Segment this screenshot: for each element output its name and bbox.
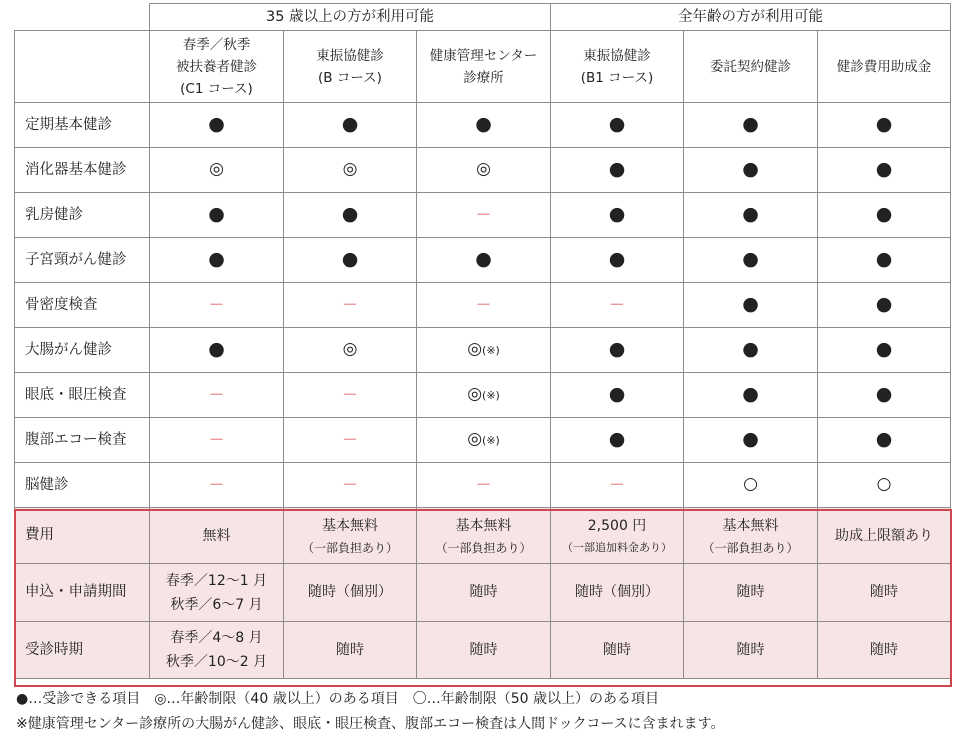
availability-cell — [818, 418, 951, 463]
fee-main: 基本無料 — [455, 517, 512, 534]
column-header-line: (B1 コース) — [580, 69, 654, 86]
availability-cell — [818, 103, 951, 148]
available-mark: ● — [875, 292, 893, 315]
item-row — [15, 283, 951, 328]
fee-cell — [417, 508, 551, 564]
available-mark: ● — [608, 112, 626, 135]
fee-cell — [684, 508, 818, 564]
item-label: 定期基本健診 — [15, 103, 150, 148]
column-header — [818, 31, 951, 103]
not-available-mark: － — [208, 429, 225, 449]
availability-cell — [284, 418, 417, 463]
availability-cell — [551, 328, 684, 373]
availability-cell — [284, 238, 417, 283]
application-period-cell: 随時（個別） — [284, 564, 417, 622]
footnote: ※健康管理センター診療所の大腸がん健診、眼底・眼圧検査、腹部エコー検査は人間ドックコースに含まれます。 — [16, 716, 725, 732]
age40-mark: ◎ — [467, 429, 483, 449]
column-header-line: 健診費用助成金 — [836, 58, 932, 75]
fee-main: 無料 — [202, 527, 231, 544]
item-row — [15, 373, 951, 418]
item-row — [15, 328, 951, 373]
fee-sub: （一部追加料金あり） — [562, 540, 673, 554]
visit-period-label: 受診時期 — [15, 622, 150, 679]
availability-cell — [284, 193, 417, 238]
item-label: 消化器基本健診 — [15, 148, 150, 193]
fee-cell — [284, 508, 417, 564]
fee-row — [15, 508, 951, 564]
availability-cell — [150, 283, 284, 328]
availability-cell — [417, 373, 551, 418]
item-row — [15, 238, 951, 283]
available-mark: ● — [608, 247, 626, 270]
available-mark: ● — [742, 112, 759, 135]
availability-cell — [818, 193, 951, 238]
availability-cell — [150, 148, 284, 193]
not-available-mark: － — [208, 294, 225, 314]
available-mark: ● — [875, 247, 893, 270]
column-header-line: (B コース) — [318, 69, 382, 86]
age40-mark: ◎ — [476, 159, 491, 179]
column-header — [150, 31, 284, 103]
availability-cell — [417, 418, 551, 463]
availability-cell — [551, 373, 684, 418]
availability-cell — [150, 238, 284, 283]
availability-cell — [551, 238, 684, 283]
available-mark: ● — [875, 157, 893, 180]
column-header-line: 被扶養者健診 — [176, 58, 257, 75]
application-period-c1-cell — [150, 564, 284, 622]
availability-cell — [818, 283, 951, 328]
age50-mark: ○ — [876, 474, 892, 494]
available-mark: ● — [475, 247, 492, 270]
item-label: 大腸がん健診 — [15, 328, 150, 373]
visit-period-c1-cell — [150, 622, 284, 679]
item-row — [15, 463, 951, 508]
fee-cell — [150, 508, 284, 564]
age40-mark: ◎ — [342, 339, 358, 359]
availability-cell — [417, 283, 551, 328]
availability-cell — [417, 238, 551, 283]
application-period-row — [15, 564, 951, 622]
available-mark: ● — [875, 382, 893, 405]
exam-table — [14, 3, 951, 679]
column-header-line: (C1 コース) — [180, 80, 253, 97]
availability-cell — [284, 283, 417, 328]
footnote-mark: (※) — [482, 389, 500, 402]
available-mark: ● — [875, 202, 893, 225]
available-mark: ● — [475, 112, 492, 135]
not-available-mark: － — [341, 474, 358, 494]
not-available-mark: － — [208, 474, 225, 494]
not-available-mark: － — [341, 429, 358, 449]
available-mark: ● — [341, 247, 359, 270]
availability-cell — [150, 463, 284, 508]
not-available-mark: － — [208, 384, 225, 404]
availability-cell — [150, 418, 284, 463]
available-mark: ● — [608, 157, 626, 180]
available-mark: ● — [208, 247, 225, 270]
column-header-line: 健康管理センター — [429, 47, 538, 64]
availability-cell — [551, 148, 684, 193]
availability-cell — [150, 103, 284, 148]
footnote-mark: (※) — [482, 434, 500, 447]
group-header-all-ages: 全年齢の方が利用可能 — [551, 4, 951, 31]
fee-cell — [818, 508, 951, 564]
column-header-line: 春季／秋季 — [182, 36, 251, 53]
item-row — [15, 103, 951, 148]
group-header-35plus: 35 歳以上の方が利用可能 — [150, 4, 551, 31]
fee-sub: （一部負担あり） — [301, 540, 398, 555]
available-mark: ● — [742, 157, 759, 180]
availability-cell — [551, 418, 684, 463]
column-header-line: 東振協健診 — [316, 47, 384, 64]
column-header — [284, 31, 417, 103]
column-header — [551, 31, 684, 103]
application-period-label: 申込・申請期間 — [15, 564, 150, 622]
availability-cell — [284, 148, 417, 193]
available-mark: ● — [608, 382, 626, 405]
available-mark: ● — [875, 112, 893, 135]
availability-cell — [818, 373, 951, 418]
availability-cell — [684, 418, 818, 463]
availability-cell — [818, 463, 951, 508]
availability-cell — [818, 238, 951, 283]
availability-cell — [150, 193, 284, 238]
not-available-mark: － — [609, 294, 626, 314]
available-mark: ● — [742, 427, 759, 450]
availability-cell — [150, 373, 284, 418]
fee-main: 基本無料 — [722, 517, 779, 534]
availability-cell — [684, 148, 818, 193]
fee-main: 助成上限額あり — [835, 527, 934, 544]
availability-cell — [684, 238, 818, 283]
availability-cell — [818, 148, 951, 193]
item-label: 骨密度検査 — [15, 283, 150, 328]
fee-label: 費用 — [15, 508, 150, 564]
fee-main: 2,500 円 — [587, 517, 647, 534]
available-mark: ● — [341, 112, 359, 135]
not-available-mark: － — [341, 294, 358, 314]
item-row — [15, 193, 951, 238]
available-mark: ● — [742, 202, 759, 225]
column-header-line: 診療所 — [463, 69, 504, 86]
application-period-cell: 随時 — [417, 564, 551, 622]
column-header — [684, 31, 818, 103]
item-label: 脳健診 — [15, 463, 150, 508]
availability-cell — [417, 463, 551, 508]
column-header-line: 東振協健診 — [583, 47, 651, 64]
availability-cell — [684, 373, 818, 418]
available-mark: ● — [875, 337, 893, 360]
corner-cell — [15, 4, 150, 31]
application-period-cell: 随時 — [684, 564, 818, 622]
availability-cell — [684, 463, 818, 508]
visit-period-cell: 随時 — [818, 622, 951, 679]
availability-cell — [284, 328, 417, 373]
available-mark: ● — [341, 202, 359, 225]
item-label: 腹部エコー検査 — [15, 418, 150, 463]
availability-cell — [417, 193, 551, 238]
availability-cell — [684, 193, 818, 238]
available-mark: ● — [742, 292, 759, 315]
available-mark: ● — [742, 382, 759, 405]
availability-cell — [818, 328, 951, 373]
application-period-cell: 随時（個別） — [551, 564, 684, 622]
availability-cell — [150, 328, 284, 373]
footnote-mark: (※) — [482, 344, 500, 357]
available-mark: ● — [875, 427, 893, 450]
not-available-mark: － — [475, 294, 492, 314]
fee-main: 基本無料 — [322, 517, 378, 534]
fee-sub: （一部負担あり） — [702, 540, 799, 555]
item-row — [15, 148, 951, 193]
not-available-mark: － — [609, 474, 626, 494]
item-label: 子宮頸がん健診 — [15, 238, 150, 283]
availability-cell — [417, 328, 551, 373]
age40-mark: ◎ — [209, 159, 224, 179]
availability-cell — [551, 193, 684, 238]
not-available-mark: － — [341, 384, 358, 404]
visit-period-season: 秋季／10～2 月 — [165, 654, 268, 670]
legend: ●…受診できる項目 ◎…年齢制限（40 歳以上）のある項目 〇…年齢制限（50 歳以上）のある項目 — [16, 691, 659, 707]
available-mark: ● — [608, 427, 626, 450]
visit-period-cell: 随時 — [684, 622, 818, 679]
age40-mark: ◎ — [467, 339, 483, 359]
age40-mark: ◎ — [342, 159, 358, 179]
availability-cell — [551, 103, 684, 148]
fee-sub: （一部負担あり） — [435, 540, 532, 555]
application-period-season: 秋季／6～7 月 — [170, 596, 263, 613]
available-mark: ● — [742, 247, 759, 270]
item-label: 眼底・眼圧検査 — [15, 373, 150, 418]
availability-cell — [551, 463, 684, 508]
age50-mark: ○ — [743, 474, 758, 494]
available-mark: ● — [208, 202, 225, 225]
availability-cell — [551, 283, 684, 328]
visit-period-cell: 随時 — [284, 622, 417, 679]
application-period-cell: 随時 — [818, 564, 951, 622]
item-header-blank — [15, 31, 150, 103]
availability-cell — [284, 373, 417, 418]
not-available-mark: － — [475, 474, 492, 494]
available-mark: ● — [742, 337, 759, 360]
column-header — [417, 31, 551, 103]
available-mark: ● — [608, 202, 626, 225]
availability-cell — [417, 103, 551, 148]
item-label: 乳房健診 — [15, 193, 150, 238]
available-mark: ● — [208, 112, 225, 135]
visit-period-cell: 随時 — [417, 622, 551, 679]
application-period-season: 春季／12～1 月 — [165, 572, 268, 589]
availability-cell — [684, 103, 818, 148]
fee-cell — [551, 508, 684, 564]
visit-period-row — [15, 622, 951, 679]
available-mark: ● — [608, 337, 626, 360]
availability-cell — [684, 328, 818, 373]
column-header-line: 委託契約健診 — [710, 58, 792, 75]
visit-period-season: 春季／4～8 月 — [170, 630, 263, 646]
availability-cell — [284, 103, 417, 148]
availability-cell — [684, 283, 818, 328]
item-row — [15, 418, 951, 463]
age40-mark: ◎ — [467, 384, 483, 404]
availability-cell — [284, 463, 417, 508]
visit-period-cell: 随時 — [551, 622, 684, 679]
available-mark: ● — [208, 337, 225, 360]
not-available-mark: － — [475, 204, 492, 224]
availability-cell — [417, 148, 551, 193]
